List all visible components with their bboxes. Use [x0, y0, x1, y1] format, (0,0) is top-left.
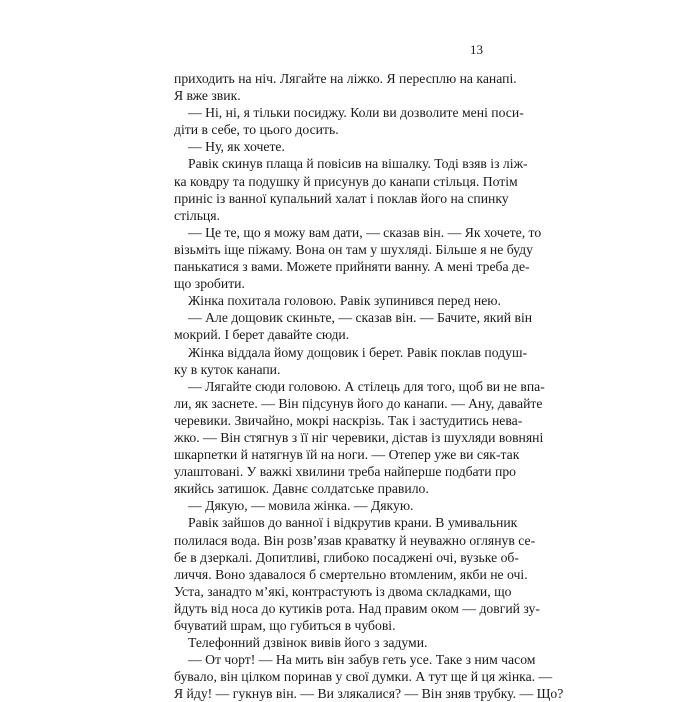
text-line: приходить на ніч. Лягайте на ліжко. Я пересплю на канапі.: [174, 71, 517, 86]
text-line: Я вже звик.: [174, 88, 241, 104]
text-line: панькатися з вами. Можете прийняти ванну. А мені треба де-: [174, 259, 530, 275]
text-line: жко. — Він стягнув з її ніг черевики, дістав із шухляди вовняні: [174, 429, 544, 445]
text-line: — Ну, як хочете.: [188, 139, 285, 155]
text-line: — Ні, ні, я тільки посиджу. Коли ви дозволите мені поси-: [188, 105, 524, 121]
text-line: личчя. Воно здавалося б смертельно втомленим, якби не очі.: [174, 566, 528, 582]
text-line: черевики. Звичайно, мокрі наскрізь. Так і застудитись нева-: [174, 412, 523, 428]
text-line: Жінка похитала головою. Равік зупинився перед нею.: [188, 293, 501, 309]
text-line: шкарпетки й натягнув їй на ноги. — Отепер уже ви сяк-так: [174, 447, 520, 463]
text-line: — Дякую, — мовила жінка. — Дякую.: [188, 498, 414, 514]
text-line: Жінка віддала йому дощовик і берет. Равік поклав подуш-: [188, 344, 528, 360]
text-line: якийсь затишок. Давнє солдатське правило.: [174, 481, 429, 497]
text-line: ли, як заснете. — Він підсунув його до канапи. — Ану, давайте: [174, 395, 543, 411]
text-line: приніс із ванної купальний халат і поклав його на спинку: [174, 190, 509, 206]
text-line: — От чорт! — На мить він забув геть усе. Таке з ним часом: [188, 652, 536, 668]
text-line: йдуть від носа до кутиків рота. Над правим оком — довгий зу-: [174, 600, 540, 616]
text-line: — Але дощовик скиньте, — сказав він. — Бачите, який він: [188, 310, 533, 326]
text-line: — Це те, що я можу вам дати, — сказав він. — Як хочете, то: [188, 224, 542, 240]
text-line: Я йду! — гукнув він. — Ви злякалися? — Він зняв трубку. — Що?: [174, 686, 564, 702]
text-line: мокрий. І берет давайте сюди.: [174, 327, 350, 343]
body-text: [174, 70, 564, 702]
text-line: візьміть іще піжаму. Вона он там у шухляді. Більше я не буду: [174, 241, 533, 257]
text-line: улаштовані. У важкі хвилини треба найперше подбати про: [174, 464, 517, 480]
text-line: бе в дзеркалі. Допитливі, глибоко посаджені очі, вузьке об-: [174, 549, 519, 565]
text-line: Телефонний дзвінок вивів його з задуми.: [188, 635, 428, 651]
text-line: ку в куток канапи.: [174, 361, 281, 377]
text-line: діти в себе, то цього досить.: [174, 122, 339, 138]
text-line: ка ковдру та подушку й присунув до канапи стільця. Потім: [174, 173, 518, 189]
text-line: бувало, він цілком поринав у свої думки. А тут ще й ця жінка. —: [174, 669, 553, 685]
text-line: бчуватий шрам, що губиться в чубові.: [174, 618, 396, 633]
page-number: 13: [470, 42, 483, 57]
text-line: — Лягайте сюди головою. А стілець для того, щоб ви не впа-: [188, 378, 545, 394]
text-line: Равік зайшов до ванної і відкрутив крани. В умивальник: [188, 515, 518, 531]
text-line: Уста, занадто м’які, контрастують із двома складками, що: [174, 583, 512, 599]
text-line: стільця.: [174, 207, 220, 223]
text-line: що зробити.: [174, 276, 245, 292]
text-line: полилася вода. Він розв’язав краватку й неуважно оглянув се-: [174, 532, 536, 548]
text-line: Равік скинув плаща й повісив на вішалку. Тоді взяв із ліж-: [188, 156, 528, 172]
